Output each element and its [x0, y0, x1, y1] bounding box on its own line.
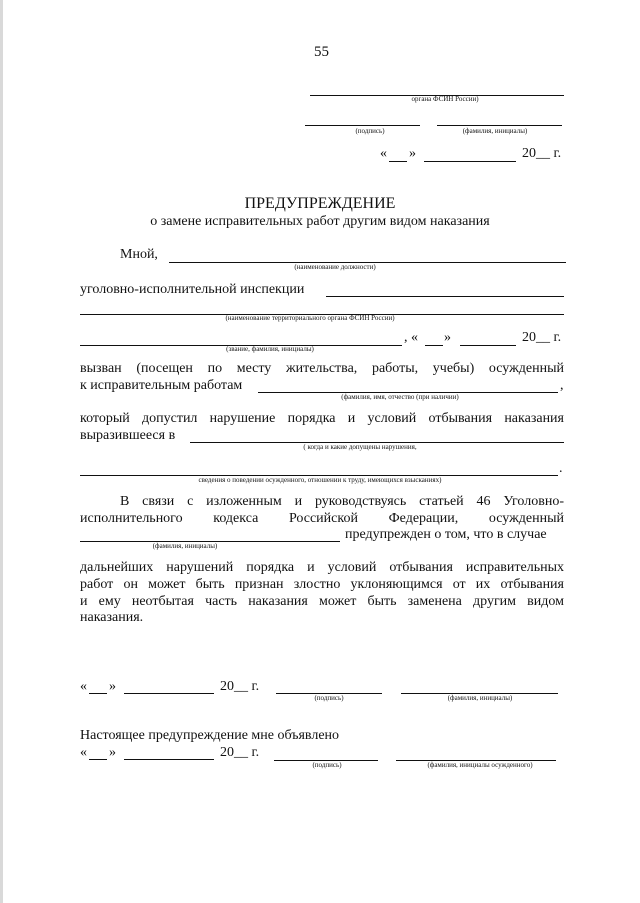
header-name-line[interactable]	[437, 125, 562, 126]
document-title: ПРЕДУПРЕЖДЕНИЕ	[244, 195, 396, 212]
para3-line2: работ он может быть признан злостно уклоняющимся от их отбывания	[80, 577, 564, 592]
footer-name-caption: (фамилия, инициалы)	[447, 694, 513, 702]
page-number: 55	[314, 44, 329, 60]
footer-date-close-quote: »	[109, 679, 116, 694]
convict-name-comma: ,	[560, 378, 564, 393]
para3-line4: наказания.	[80, 610, 144, 625]
announce-signature-caption: (подпись)	[312, 761, 342, 769]
header-date-day-line[interactable]	[389, 161, 407, 162]
announce-date-close-quote: »	[109, 745, 116, 760]
para-line2: исполнительного кодекса Российской Федерации, осужденный	[80, 511, 564, 526]
header-name-caption: (фамилия, инициалы)	[462, 127, 528, 135]
para3-line1: дальнейших нарушений порядка и условий отбывания исправительных	[80, 560, 564, 575]
by-me-label: Мной,	[120, 247, 158, 262]
footer-date-month-line[interactable]	[124, 693, 214, 694]
behavior-caption: сведения о поведении осужденного, отношении к труду, имеющихся взысканиях)	[198, 476, 442, 484]
inspection-line[interactable]	[326, 296, 564, 297]
org-caption: органа ФСИН России)	[411, 95, 479, 103]
footer-signature-caption: (подпись)	[314, 694, 344, 702]
body-date-day-line[interactable]	[425, 345, 443, 346]
expressed-in-label: выразившееся в	[80, 428, 176, 443]
header-date-open-quote: «	[380, 146, 387, 161]
announce-name-caption: (фамилия, инициалы осужденного)	[427, 761, 533, 769]
header-date-month-line[interactable]	[424, 161, 516, 162]
position-caption: (наименование должности)	[294, 263, 376, 271]
behavior-period: .	[559, 461, 563, 476]
scan-edge	[0, 0, 3, 903]
announce-date-month-line[interactable]	[124, 759, 214, 760]
announce-date-day-line[interactable]	[89, 759, 107, 760]
to-correctional-work: к исправительным работам	[80, 378, 243, 393]
called-line: вызван (посещен по месту жительства, работы, учебы) осужденный	[80, 361, 564, 376]
footer-date-day-line[interactable]	[89, 693, 107, 694]
header-signature-caption: (подпись)	[355, 127, 385, 135]
footer-date-open-quote: «	[80, 679, 87, 694]
body-date-comma-open: , «	[404, 330, 418, 345]
announce-date-year: 20__ г.	[220, 745, 260, 760]
body-date-year: 20__ г.	[522, 330, 562, 345]
document-subtitle: о замене исправительных работ другим видом наказания	[150, 214, 490, 229]
territorial-caption: (наименование территориального органа ФСИН России)	[225, 314, 395, 322]
para3-line3: и ему неотбытая часть наказания может быть заменена другим видом	[80, 594, 564, 609]
warned-of-text: предупрежден о том, что в случае	[345, 527, 547, 542]
header-signature-line[interactable]	[305, 125, 420, 126]
footer-date-year: 20__ г.	[220, 679, 260, 694]
convict-name-caption: (фамилия, имя, отчество (при наличии)	[341, 393, 459, 401]
body-date-close-quote: »	[444, 330, 451, 345]
rank-caption: (звание, фамилия, инициалы)	[226, 345, 314, 353]
violation-line: который допустил нарушение порядка и условий отбывания наказания	[80, 411, 564, 426]
para-line1: В связи с изложенным и руководствуясь статьей 46 Уголовно-	[120, 494, 564, 509]
header-date-year: 20__ г.	[522, 146, 562, 161]
inspection-label: уголовно-исполнительной инспекции	[80, 282, 305, 297]
header-date-close-quote: »	[409, 146, 416, 161]
announce-date-open-quote: «	[80, 745, 87, 760]
announced-label: Настоящее предупреждение мне объявлено	[80, 728, 340, 743]
convict-initials-caption: (фамилия, инициалы)	[152, 542, 218, 550]
when-caption: ( когда и какие допущены нарушения,	[303, 443, 417, 451]
body-date-month-line[interactable]	[460, 345, 516, 346]
